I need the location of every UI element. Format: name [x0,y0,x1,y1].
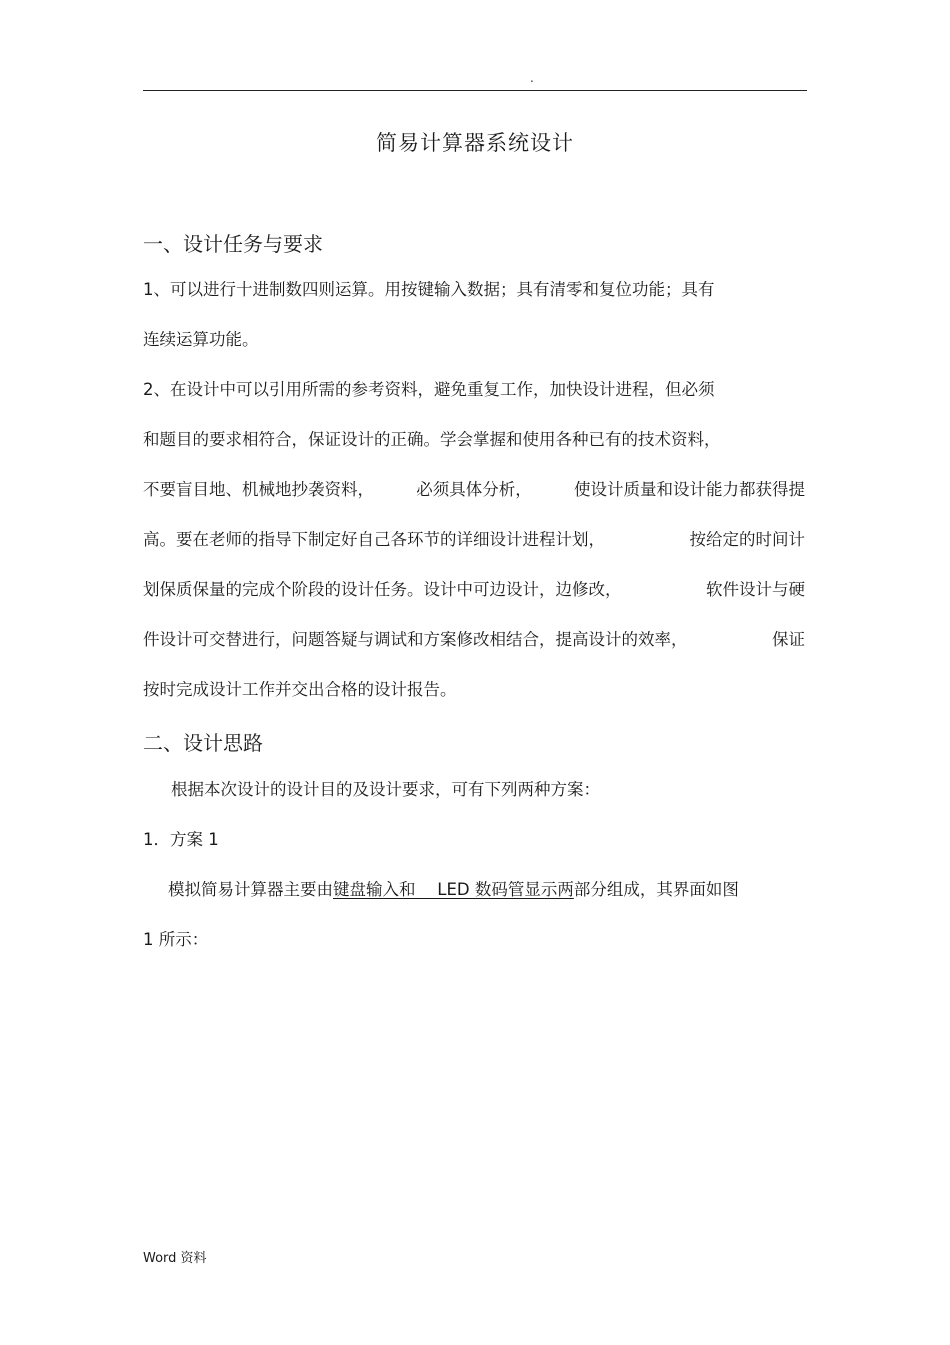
plan1-text-line2: 1 所示： [143,930,209,949]
document-title: 简易计算器系统设计 [376,131,574,155]
item2-line7: 按时完成设计工作并交出合格的设计报告。 [143,680,457,699]
item2-line6-part-a: 件设计可交替进行，问题答疑与调试和方案修改相结合，提高设计的效率， [143,630,688,649]
item2-line6 [143,629,805,651]
item2-line3-part-b: 必须具体分析， [416,480,532,499]
item2-line4 [143,529,805,551]
item1-line2: 连续运算功能。 [143,330,259,349]
header-rule [143,90,807,91]
item2-line4-part-a: 高。要在老师的指导下制定好自己各环节的详细设计进程计划， [143,530,605,549]
item2-line3 [143,479,805,501]
item2-line5-part-a: 划保质保量的完成个阶段的设计任务。设计中可边设计，边修改， [143,580,622,599]
item2-line1: 2、在设计中可以引用所需的参考资料，避免重复工作，加快设计进程，但必须 [143,380,715,399]
item2-line3-part-c: 使设计质量和设计能力都获得提 [574,480,805,499]
plan1-text-line1 [168,879,739,901]
section2-intro: 根据本次设计的设计目的及设计要求，可有下列两种方案： [171,780,600,799]
item2-line5-part-b: 软件设计与硬 [706,580,805,599]
section1-heading: 一、设计任务与要求 [143,232,323,256]
item2-line4-part-b: 按给定的时间计 [689,530,805,549]
item2-line5 [143,579,805,601]
header-mark: . [530,71,534,85]
plan1-text-part-a: 模拟简易计算器主要由 [168,880,333,899]
item1-line1: 1、可以进行十进制数四则运算。用按键输入数据；具有清零和复位功能；具有 [143,280,715,299]
plan1-text-underlined: 键盘输入和 LED 数码管显示两 [333,880,574,899]
plan1-text-part-c: 部分组成，其界面如图 [573,880,739,899]
plan1-label: 1．方案 1 [143,830,219,849]
item2-line2: 和题目的要求相符合，保证设计的正确。学会掌握和使用各种已有的技术资料， [143,430,721,449]
item2-line6-part-b: 保证 [772,630,805,649]
footer-label: Word 资料 [143,1251,207,1266]
section2-heading: 二、设计思路 [143,731,263,755]
item2-line3-part-a: 不要盲目地、机械地抄袭资料， [143,480,374,499]
